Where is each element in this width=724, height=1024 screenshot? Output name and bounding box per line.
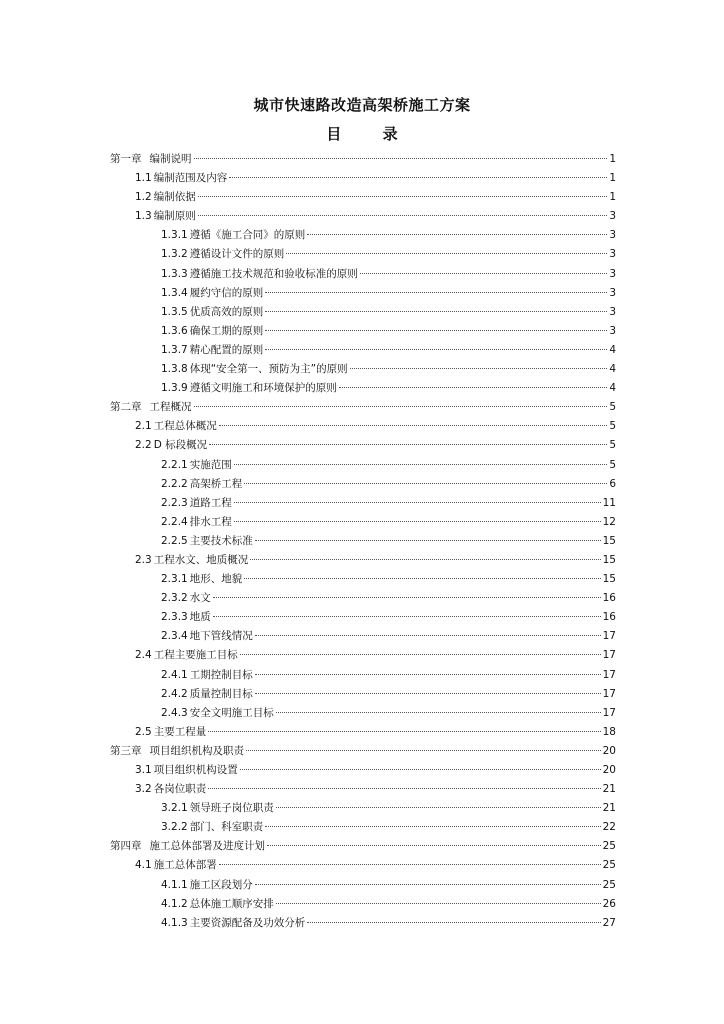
toc-entry-number: 1.1 — [135, 172, 152, 185]
toc-leader-dots — [255, 674, 601, 675]
toc-entry-page: 3 — [609, 324, 616, 337]
toc-leader-dots — [194, 158, 608, 159]
toc-entry-number: 第二章 — [110, 401, 142, 414]
toc-entry-page: 3 — [609, 229, 616, 242]
toc-entry-text: 工程主要施工目标 — [153, 649, 238, 662]
toc-entry-page: 5 — [609, 439, 616, 452]
toc-entry-label — [135, 207, 196, 226]
toc-entry-text: 地质 — [189, 611, 211, 624]
toc-entry-number: 4.1.2 — [161, 897, 188, 910]
table-of-contents — [110, 150, 616, 933]
toc-entry[interactable] — [110, 780, 616, 799]
toc-entry-number: 1.3.4 — [161, 286, 188, 299]
toc-entry[interactable] — [110, 666, 616, 685]
toc-entry-label — [161, 513, 232, 532]
toc-entry-number: 第一章 — [110, 153, 142, 165]
toc-entry-label — [161, 876, 253, 895]
toc-entry[interactable] — [110, 742, 616, 761]
toc-entry-page: 3 — [609, 267, 616, 280]
toc-entry[interactable] — [110, 303, 616, 322]
toc-entry-number: 1.3 — [135, 210, 152, 223]
toc-entry-page: 5 — [609, 420, 616, 433]
toc-entry-number: 2.2 — [135, 439, 152, 452]
document-title: 城市快速路改造高架桥施工方案 — [253, 96, 471, 114]
toc-entry[interactable] — [110, 226, 616, 245]
toc-entry-number: 1.3.2 — [161, 248, 188, 261]
toc-entry-page: 5 — [609, 458, 616, 471]
toc-entry[interactable] — [110, 818, 616, 837]
toc-leader-dots — [265, 330, 607, 331]
toc-entry-label — [161, 608, 211, 627]
toc-entry-page: 17 — [602, 649, 616, 662]
toc-entry-text: 施工总体部署及进度计划 — [149, 840, 265, 853]
toc-entry-label — [161, 265, 358, 284]
toc-leader-dots — [307, 922, 600, 923]
toc-entry-page: 16 — [602, 611, 616, 624]
toc-leader-dots — [213, 597, 601, 598]
toc-leader-dots — [240, 769, 601, 770]
toc-entry-number: 2.4.2 — [161, 687, 188, 700]
toc-entry-page: 25 — [602, 859, 616, 872]
toc-entry-number: 2.3.1 — [161, 573, 188, 586]
toc-entry-text: 道路工程 — [189, 496, 232, 509]
toc-entry[interactable] — [110, 589, 616, 608]
toc-entry-label — [110, 837, 265, 856]
toc-leader-dots — [240, 654, 601, 655]
toc-leader-dots — [265, 311, 607, 312]
toc-entry-page: 6 — [609, 477, 616, 490]
toc-entry-page: 21 — [602, 802, 616, 815]
toc-entry-label — [161, 685, 253, 704]
toc-heading: 目 录 — [326, 125, 416, 143]
toc-entry-label — [161, 456, 232, 475]
toc-entry-page: 16 — [602, 592, 616, 605]
toc-entry-text: 编制依据 — [153, 191, 196, 204]
toc-leader-dots — [265, 292, 607, 293]
toc-entry-text: 质量控制目标 — [189, 687, 253, 700]
toc-entry[interactable] — [110, 608, 616, 627]
toc-leader-dots — [234, 464, 608, 465]
toc-entry-text: 遵循文明施工和环境保护的原则 — [189, 382, 337, 395]
toc-entry[interactable] — [110, 398, 616, 417]
toc-entry-number: 1.3.6 — [161, 324, 188, 337]
toc-entry-text: 安全文明施工目标 — [189, 706, 274, 719]
toc-entry-number: 1.3.8 — [161, 363, 188, 376]
toc-entry-page: 15 — [602, 573, 616, 586]
toc-entry-page: 17 — [602, 630, 616, 643]
toc-leader-dots — [194, 406, 608, 407]
toc-entry-text: 各岗位职责 — [153, 783, 207, 796]
toc-entry-text: 精心配置的原则 — [189, 343, 264, 356]
toc-entry-text: 主要工程量 — [153, 725, 207, 738]
toc-entry-label — [161, 379, 337, 398]
toc-entry-label — [110, 150, 192, 169]
toc-entry[interactable] — [110, 914, 616, 933]
toc-leader-dots — [250, 559, 600, 560]
toc-entry-text: 编制范围及内容 — [153, 172, 228, 185]
toc-leader-dots — [276, 903, 601, 904]
toc-entry[interactable] — [110, 379, 616, 398]
toc-entry-text: 施工区段划分 — [189, 878, 253, 891]
toc-entry-text: 排水工程 — [189, 515, 232, 528]
toc-entry-page: 4 — [609, 363, 616, 376]
toc-leader-dots — [339, 387, 608, 388]
toc-entry-number: 3.2 — [135, 783, 152, 796]
toc-entry-number: 2.2.2 — [161, 477, 188, 490]
toc-entry-text: 领导班子岗位职责 — [189, 802, 274, 815]
toc-entry-number: 2.4 — [135, 649, 152, 662]
toc-leader-dots — [246, 750, 601, 751]
toc-entry-text: 地形、地貌 — [189, 573, 243, 586]
toc-entry-label — [135, 646, 238, 665]
toc-entry-number: 2.1 — [135, 420, 152, 433]
toc-leader-dots — [286, 253, 607, 254]
toc-entry-label — [161, 895, 274, 914]
toc-entry-text: 地下管线情况 — [189, 630, 253, 643]
toc-entry-text: 工程总体概况 — [153, 420, 217, 433]
toc-entry-label — [135, 856, 217, 875]
toc-entry-label — [110, 742, 244, 761]
toc-entry-page: 1 — [609, 153, 616, 165]
toc-entry-label — [110, 398, 192, 417]
toc-entry-label — [135, 169, 227, 188]
toc-entry-number: 4.1.1 — [161, 878, 188, 891]
toc-entry[interactable] — [110, 456, 616, 475]
toc-entry-label — [161, 818, 263, 837]
toc-entry-page: 25 — [602, 878, 616, 891]
toc-entry-number: 第三章 — [110, 744, 142, 757]
toc-entry-text: 水文 — [189, 592, 211, 605]
toc-entry-number: 3.1 — [135, 764, 152, 776]
toc-entry-text: 优质高效的原则 — [189, 305, 264, 318]
toc-entry-page: 27 — [602, 916, 616, 929]
toc-entry[interactable] — [110, 837, 616, 856]
toc-entry-page: 11 — [602, 496, 616, 509]
toc-entry-page: 26 — [602, 897, 616, 910]
toc-leader-dots — [255, 540, 601, 541]
toc-entry-number: 1.3.1 — [161, 229, 188, 242]
toc-leader-dots — [208, 788, 600, 789]
toc-entry-page: 15 — [602, 553, 616, 566]
toc-entry-text: 确保工期的原则 — [189, 324, 264, 337]
toc-entry-number: 4.1 — [135, 859, 152, 872]
toc-entry-text: 工程概况 — [149, 401, 192, 414]
toc-entry-text: D 标段概况 — [153, 439, 208, 452]
toc-leader-dots — [276, 807, 601, 808]
toc-entry-page: 3 — [609, 286, 616, 299]
toc-leader-dots — [255, 693, 601, 694]
toc-entry-page: 5 — [609, 401, 616, 414]
toc-leader-dots — [255, 884, 601, 885]
toc-entry-number: 2.4.3 — [161, 706, 188, 719]
toc-entry-label — [161, 704, 274, 723]
toc-entry-page: 22 — [602, 821, 616, 834]
toc-entry-label — [161, 570, 242, 589]
toc-leader-dots — [265, 826, 600, 827]
toc-entry[interactable] — [110, 341, 616, 360]
toc-entry-page: 20 — [602, 764, 616, 776]
toc-entry-page: 17 — [602, 706, 616, 719]
toc-entry[interactable] — [110, 169, 616, 188]
toc-entry-page: 4 — [609, 382, 616, 395]
toc-entry-page: 21 — [602, 783, 616, 796]
toc-entry-label — [161, 245, 284, 264]
toc-entry[interactable] — [110, 284, 616, 303]
toc-entry[interactable] — [110, 265, 616, 284]
toc-entry[interactable] — [110, 322, 616, 341]
toc-entry-page: 1 — [609, 191, 616, 204]
toc-entry-label — [135, 188, 196, 207]
toc-leader-dots — [198, 215, 608, 216]
toc-entry[interactable] — [110, 532, 616, 551]
toc-entry-page: 17 — [602, 668, 616, 681]
toc-entry-text: 项目组织机构及职责 — [149, 744, 244, 757]
toc-entry[interactable] — [110, 646, 616, 665]
toc-entry-number: 1.3.7 — [161, 343, 188, 356]
toc-entry-text: 项目组织机构设置 — [153, 764, 238, 776]
toc-leader-dots — [255, 635, 601, 636]
toc-entry[interactable] — [110, 723, 616, 742]
toc-entry-page: 3 — [609, 248, 616, 261]
toc-entry[interactable] — [110, 360, 616, 379]
toc-entry-text: 施工总体部署 — [153, 859, 217, 872]
toc-entry-text: 总体施工顺序安排 — [189, 897, 274, 910]
toc-entry[interactable] — [110, 685, 616, 704]
toc-entry-page: 18 — [602, 725, 616, 738]
toc-entry-page: 12 — [602, 515, 616, 528]
toc-entry-number: 2.4.1 — [161, 668, 188, 681]
toc-leader-dots — [219, 425, 608, 426]
toc-leader-dots — [229, 177, 607, 178]
toc-entry[interactable] — [110, 570, 616, 589]
toc-entry-number: 1.3.3 — [161, 267, 188, 280]
toc-entry[interactable] — [110, 475, 616, 494]
toc-entry-label — [161, 532, 253, 551]
toc-entry-label — [161, 322, 263, 341]
toc-entry-label — [135, 417, 217, 436]
toc-entry[interactable] — [110, 188, 616, 207]
toc-entry-label — [161, 226, 305, 245]
toc-leader-dots — [244, 578, 600, 579]
toc-entry-label — [135, 723, 206, 742]
toc-entry-number: 2.3 — [135, 553, 152, 566]
toc-entry-label — [135, 761, 238, 780]
toc-entry[interactable] — [110, 513, 616, 532]
toc-entry-text: 编制说明 — [149, 153, 192, 165]
toc-entry-text: 工期控制目标 — [189, 668, 253, 681]
toc-entry[interactable] — [110, 895, 616, 914]
toc-leader-dots — [267, 845, 601, 846]
toc-entry-label — [161, 475, 242, 494]
toc-entry-number: 4.1.3 — [161, 916, 188, 929]
toc-entry-page: 25 — [602, 840, 616, 853]
toc-entry-label — [161, 799, 274, 818]
toc-entry[interactable] — [110, 704, 616, 723]
toc-entry-text: 高架桥工程 — [189, 477, 243, 490]
toc-entry-label — [135, 551, 248, 570]
toc-entry-text: 工程水文、地质概况 — [153, 553, 249, 566]
toc-entry-label — [135, 780, 206, 799]
toc-entry-number: 2.3.4 — [161, 630, 188, 643]
toc-entry-number: 2.2.1 — [161, 458, 188, 471]
toc-entry-text: 主要资源配备及功效分析 — [189, 916, 306, 929]
toc-leader-dots — [276, 712, 601, 713]
toc-leader-dots — [307, 234, 607, 235]
toc-leader-dots — [360, 273, 608, 274]
toc-leader-dots — [350, 368, 608, 369]
toc-entry-number: 2.2.4 — [161, 515, 188, 528]
toc-entry[interactable] — [110, 494, 616, 513]
toc-entry-label — [161, 914, 305, 933]
toc-entry-text: 履约守信的原则 — [189, 286, 264, 299]
toc-entry[interactable] — [110, 761, 616, 780]
toc-entry-page: 20 — [602, 744, 616, 757]
toc-entry[interactable] — [110, 417, 616, 436]
toc-entry-text: 部门、科室职责 — [189, 821, 264, 834]
toc-leader-dots — [234, 521, 601, 522]
toc-leader-dots — [213, 616, 601, 617]
toc-entry-label — [161, 627, 253, 646]
toc-entry-page: 4 — [609, 343, 616, 356]
toc-entry[interactable] — [110, 856, 616, 875]
toc-entry-number: 第四章 — [110, 840, 142, 853]
toc-entry-label — [161, 284, 263, 303]
toc-entry-number: 2.2.3 — [161, 496, 188, 509]
toc-entry[interactable] — [110, 799, 616, 818]
toc-entry[interactable] — [110, 245, 616, 264]
toc-entry-number: 2.3.3 — [161, 611, 188, 624]
toc-entry-page: 15 — [602, 534, 616, 547]
toc-entry-label — [135, 436, 207, 455]
toc-entry[interactable] — [110, 207, 616, 226]
toc-leader-dots — [219, 864, 601, 865]
toc-entry[interactable] — [110, 551, 616, 570]
toc-entry-number: 2.5 — [135, 725, 152, 738]
toc-entry-page: 3 — [609, 305, 616, 318]
toc-entry-number: 1.3.5 — [161, 305, 188, 318]
toc-entry-label — [161, 303, 263, 322]
toc-entry-text: 编制原则 — [153, 210, 196, 223]
toc-entry-number: 1.2 — [135, 191, 152, 204]
toc-entry-page: 17 — [602, 687, 616, 700]
toc-entry-number: 2.2.5 — [161, 534, 188, 547]
toc-leader-dots — [209, 444, 607, 445]
toc-entry-label — [161, 589, 211, 608]
toc-entry-text: 遵循《施工合同》的原则 — [189, 229, 306, 242]
toc-entry-number: 2.3.2 — [161, 592, 188, 605]
toc-leader-dots — [208, 731, 600, 732]
toc-entry-text: 实施范围 — [189, 458, 232, 471]
toc-entry-label — [161, 360, 348, 379]
toc-entry[interactable] — [110, 627, 616, 646]
toc-entry-label — [161, 666, 253, 685]
toc-entry[interactable] — [110, 150, 616, 169]
toc-entry-page: 1 — [609, 172, 616, 185]
toc-leader-dots — [244, 483, 607, 484]
toc-entry-label — [161, 341, 263, 360]
toc-entry-number: 1.3.9 — [161, 382, 188, 395]
toc-entry-text: 体现“安全第一、预防为主”的原则 — [189, 363, 348, 376]
toc-leader-dots — [234, 502, 601, 503]
toc-leader-dots — [265, 349, 607, 350]
toc-entry-label — [161, 494, 232, 513]
toc-entry[interactable] — [110, 876, 616, 895]
toc-entry-text: 主要技术标准 — [189, 534, 253, 547]
toc-entry[interactable] — [110, 436, 616, 455]
toc-entry-text: 遵循设计文件的原则 — [189, 248, 285, 261]
toc-entry-text: 遵循施工技术规范和验收标准的原则 — [189, 267, 358, 280]
toc-leader-dots — [198, 196, 608, 197]
toc-entry-page: 3 — [609, 210, 616, 223]
toc-entry-number: 3.2.1 — [161, 802, 188, 815]
toc-entry-number: 3.2.2 — [161, 821, 188, 834]
